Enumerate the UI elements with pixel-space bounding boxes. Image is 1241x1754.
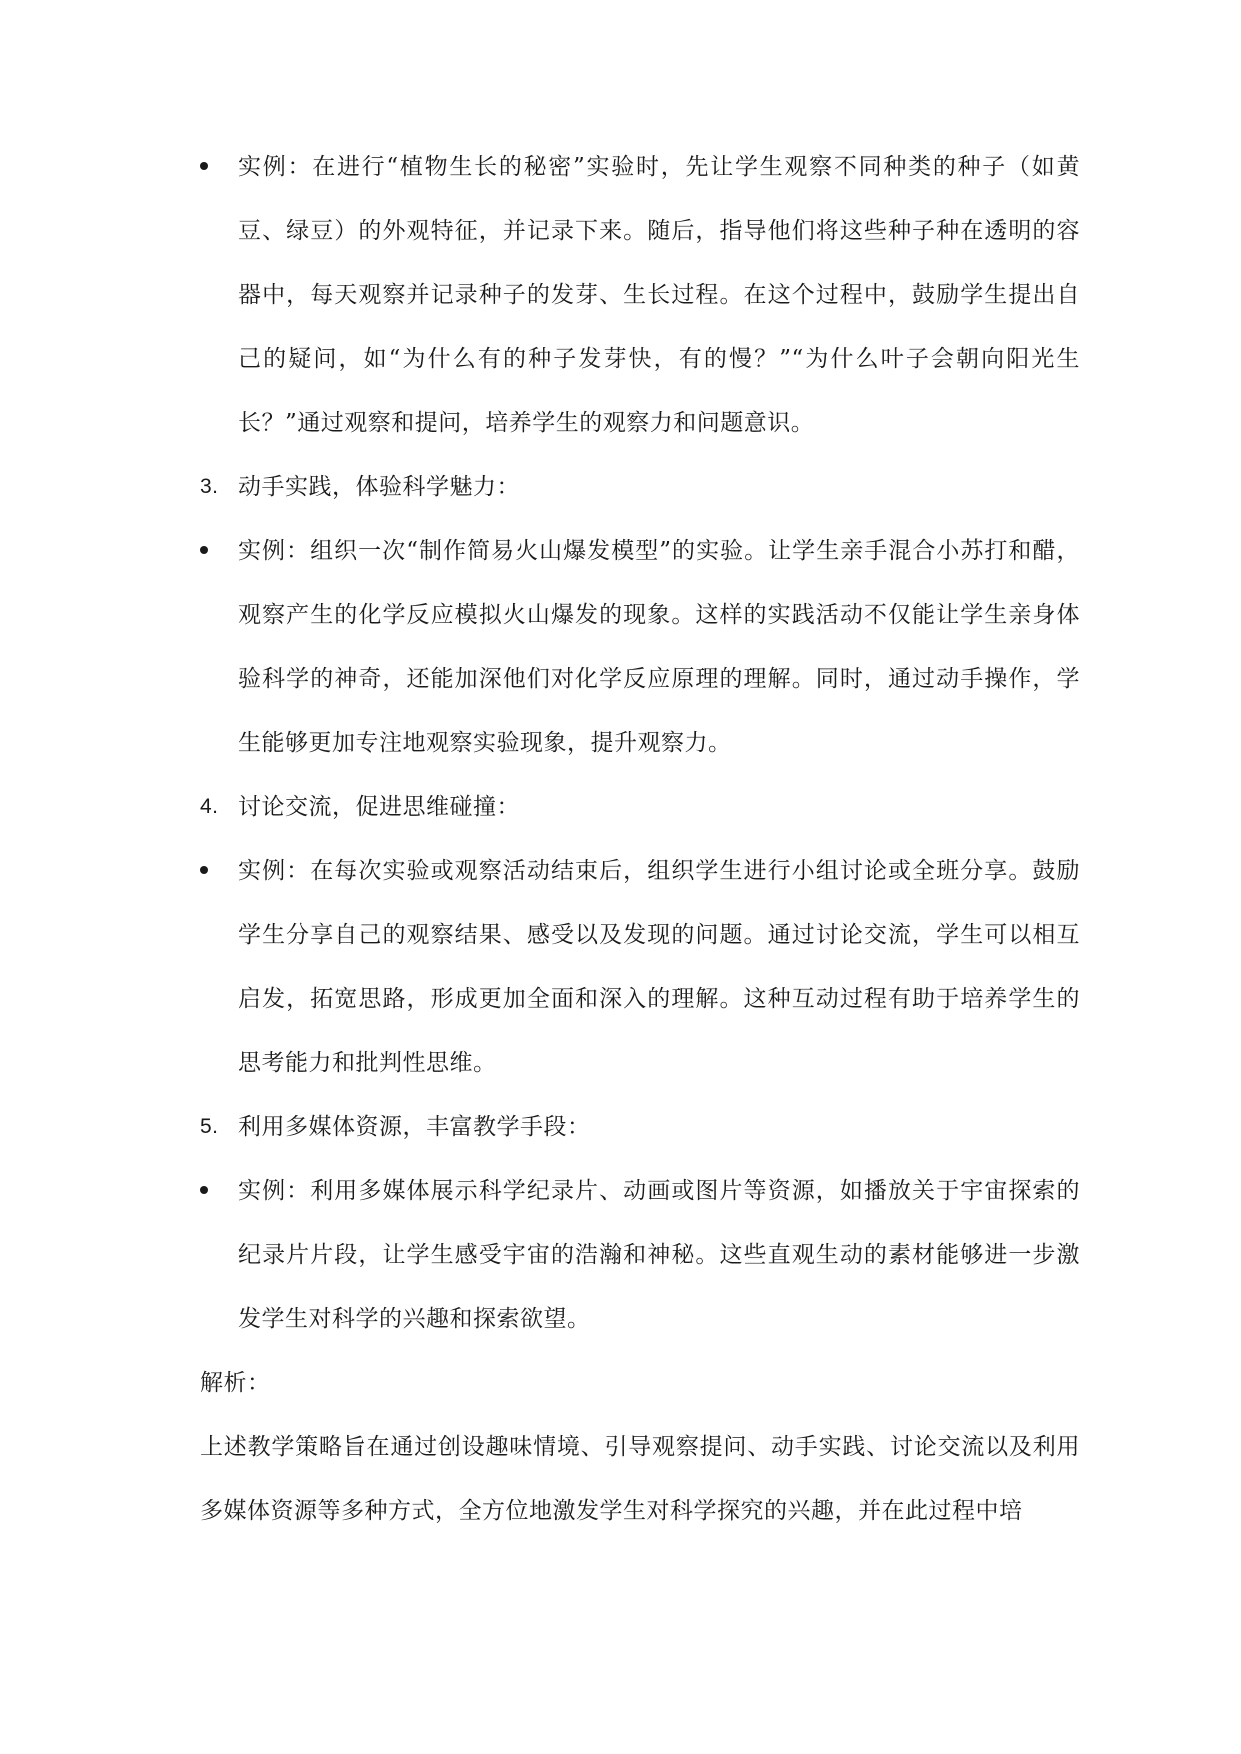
analysis-label [200, 1351, 1080, 1415]
item-heading: 讨论交流，促进思维碰撞： [238, 794, 520, 820]
bullet-text: 实例：组织一次“制作简易火山爆发模型”的实验。让学生亲手混合小苏打和醋，观察产生的化学反应模拟火山爆发的现象。这样的实践活动不仅能让学生亲身体验科学的神奇，还能加深他们对化学反应原理的理解。同时，通过动手操作，学生能够更加专注地观察实验现象，提升观察力。 [238, 538, 1080, 756]
bullet-item-discussion [200, 839, 1080, 1095]
bullet-icon [200, 546, 208, 554]
document-page [200, 135, 1080, 1543]
bullet-item-volcano-experiment [200, 519, 1080, 775]
bullet-icon [200, 1186, 208, 1194]
item-number: 5. [200, 1115, 219, 1138]
bullet-icon [200, 866, 208, 874]
bullet-text: 实例：在进行“植物生长的秘密”实验时，先让学生观察不同种类的种子（如黄豆、绿豆）的外观特征，并记录下来。随后，指导他们将这些种子种在透明的容器中，每天观察并记录种子的发芽、生长过程。在这个过程中，鼓励学生提出自己的疑问，如“为什么有的种子发芽快，有的慢？”“为什么叶子会朝向阳光生长？”通过观察和提问，培养学生的观察力和问题意识。 [238, 154, 1080, 436]
bullet-icon [200, 162, 208, 170]
analysis-text: 上述教学策略旨在通过创设趣味情境、引导观察提问、动手实践、讨论交流以及利用多媒体资源等多种方式，全方位地激发学生对科学探究的兴趣，并在此过程中培 [200, 1434, 1080, 1524]
item-heading: 动手实践，体验科学魅力： [238, 474, 520, 500]
bullet-item-seed-experiment [200, 135, 1080, 455]
numbered-item-5 [200, 1095, 1080, 1159]
item-heading: 利用多媒体资源，丰富教学手段： [238, 1114, 591, 1140]
analysis-paragraph [200, 1415, 1080, 1543]
analysis-label-text: 解析： [200, 1370, 271, 1396]
bullet-item-multimedia [200, 1159, 1080, 1351]
numbered-item-4 [200, 775, 1080, 839]
bullet-text: 实例：在每次实验或观察活动结束后，组织学生进行小组讨论或全班分享。鼓励学生分享自己的观察结果、感受以及发现的问题。通过讨论交流，学生可以相互启发，拓宽思路，形成更加全面和深入的理解。这种互动过程有助于培养学生的思考能力和批判性思维。 [238, 858, 1080, 1076]
numbered-item-3 [200, 455, 1080, 519]
item-number: 3. [200, 475, 219, 498]
bullet-text: 实例：利用多媒体展示科学纪录片、动画或图片等资源，如播放关于宇宙探索的纪录片片段，让学生感受宇宙的浩瀚和神秘。这些直观生动的素材能够进一步激发学生对科学的兴趣和探索欲望。 [238, 1178, 1080, 1332]
item-number: 4. [200, 795, 219, 818]
